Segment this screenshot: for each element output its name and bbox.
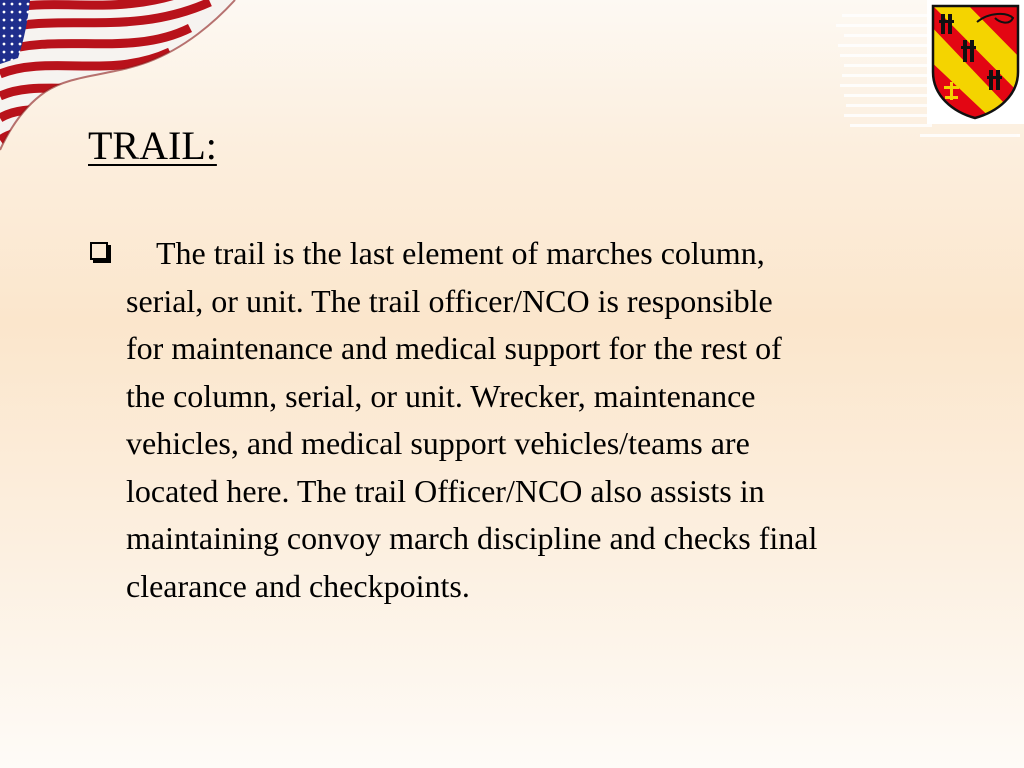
unit-crest-icon [927, 0, 1024, 124]
square-bullet-icon [90, 242, 108, 260]
slide-title: TRAIL: [88, 123, 217, 168]
bullet-item [88, 230, 993, 610]
bullet-text: The trail is the last element of marches column, serial, or unit. The trail officer/NCO is responsible for maintenance and medical support for the rest of the column, serial, or unit. Wrecker, maintenance vehicles, and medical support vehicles/teams are located here. The trail Officer/NCO also assists in maintaining convoy march discipline and checks final clearance and checkpoints. [126, 235, 818, 604]
